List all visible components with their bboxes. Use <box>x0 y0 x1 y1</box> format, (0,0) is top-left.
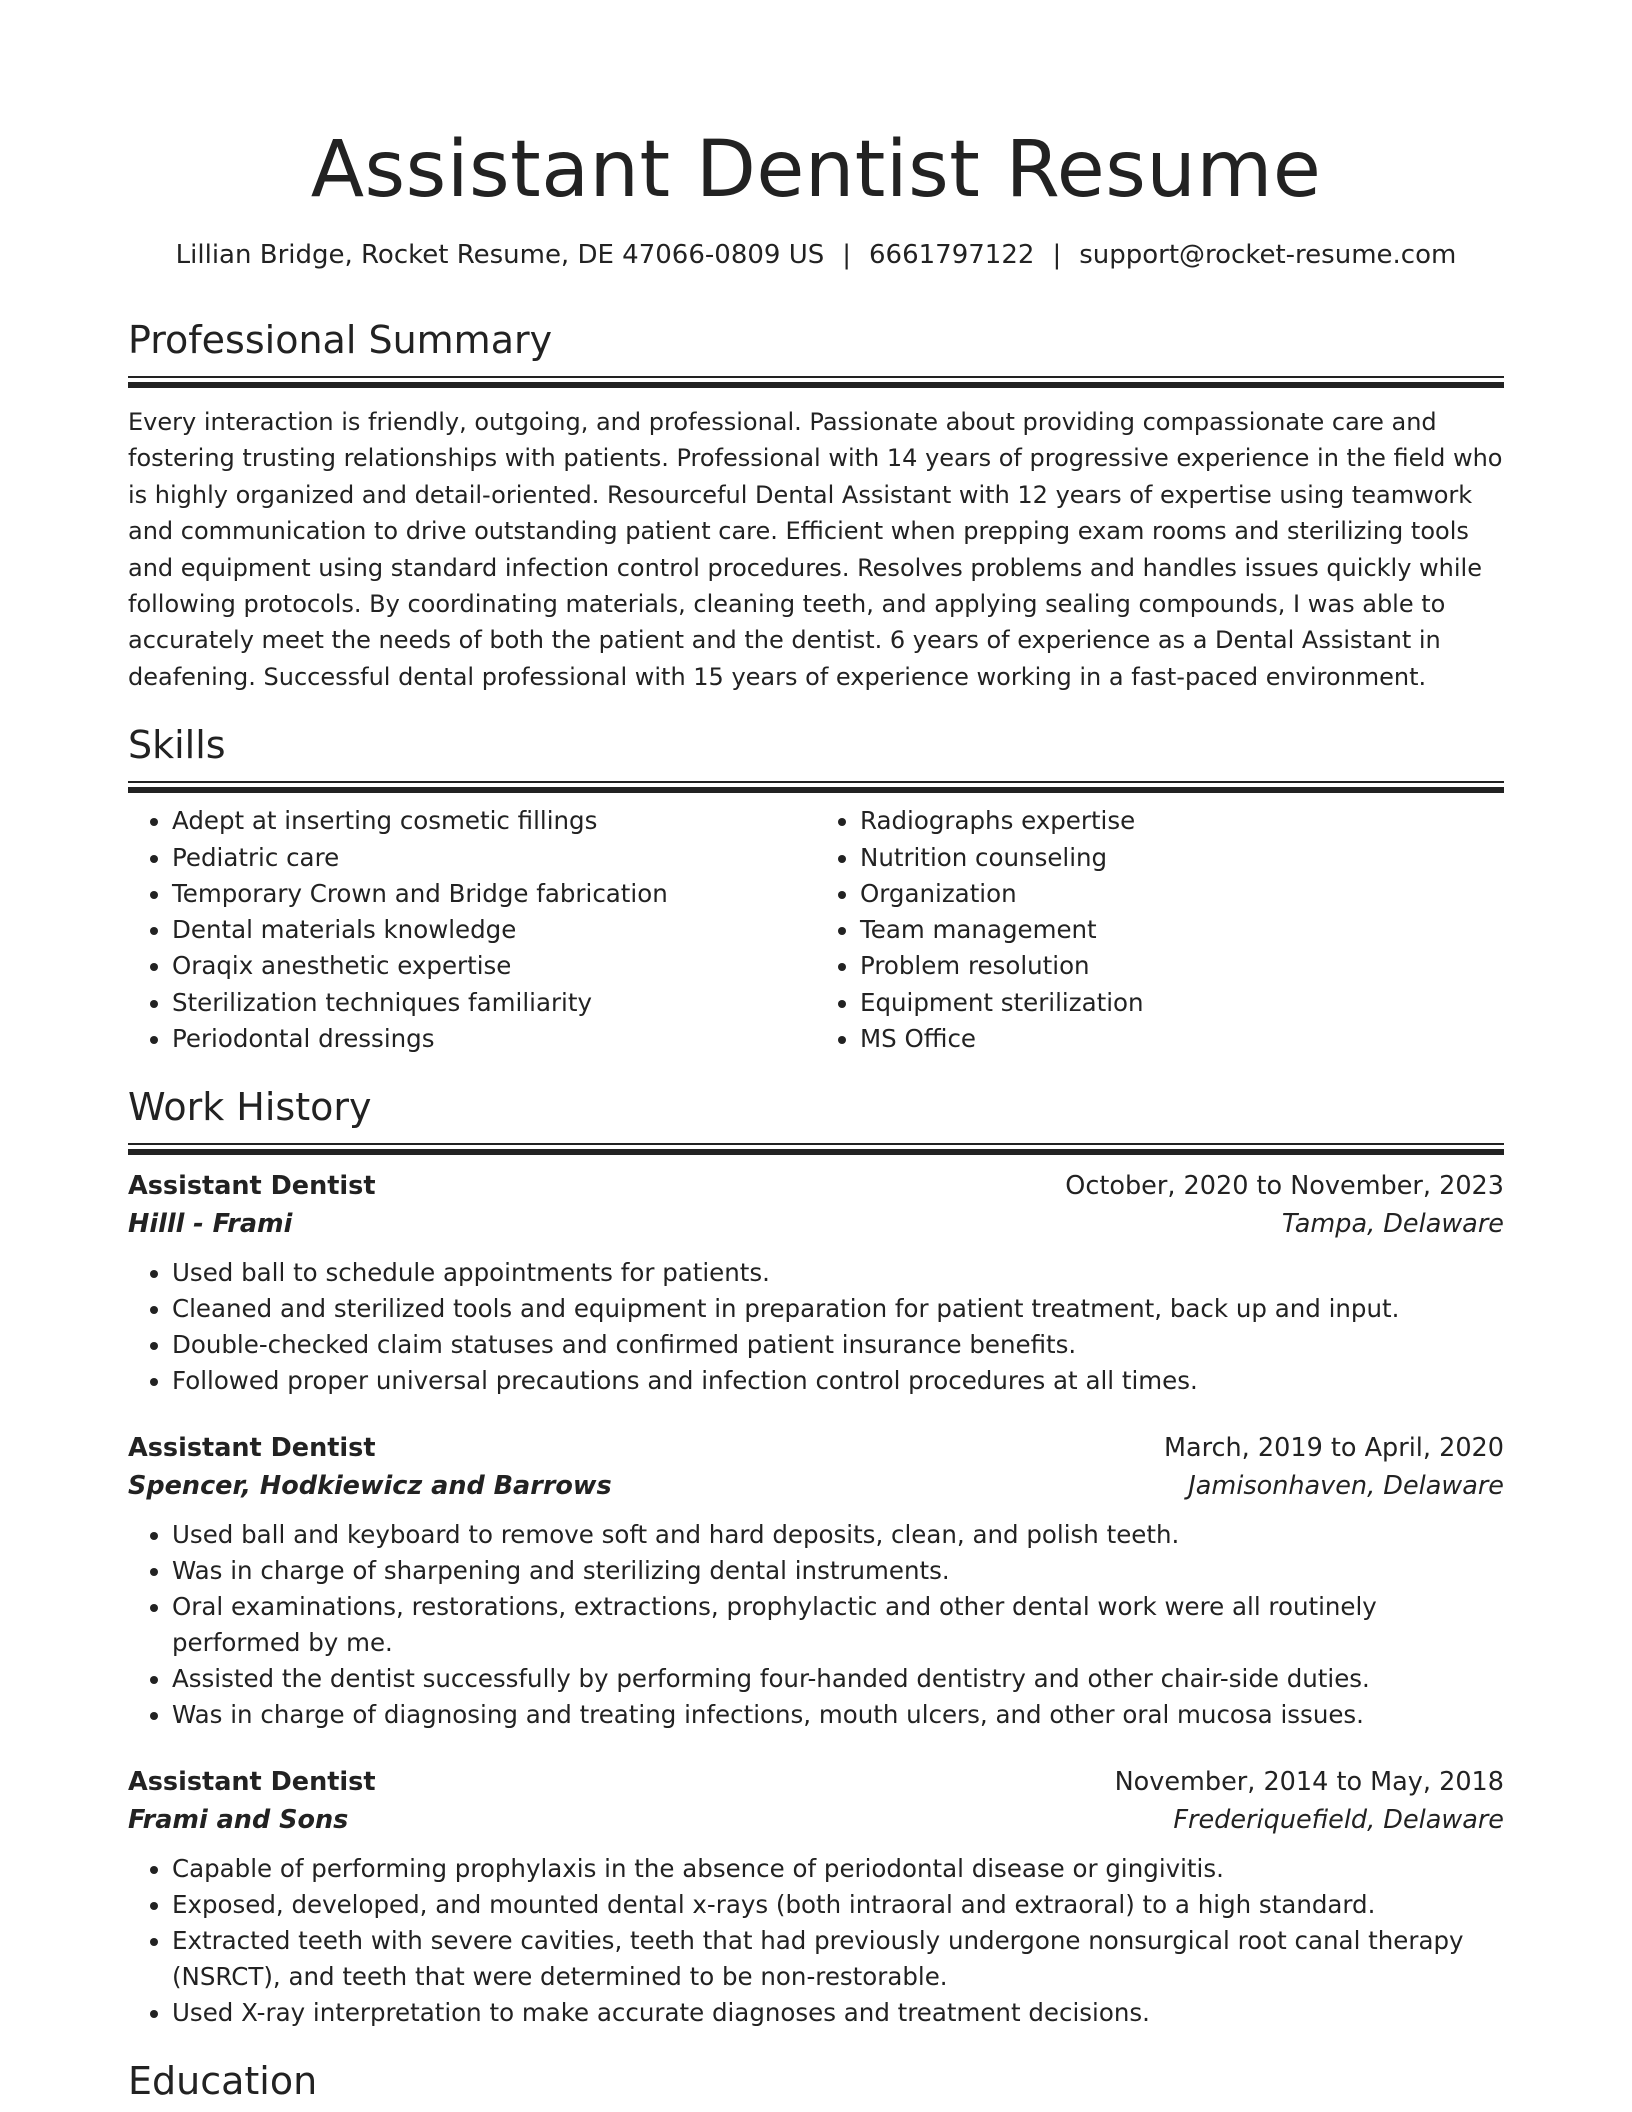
contact-email[interactable]: support@rocket-resume.com <box>1079 240 1457 270</box>
job-title: Assistant Dentist <box>128 1433 376 1464</box>
skills-section <box>128 721 1504 1057</box>
job-header <box>128 1763 1504 1801</box>
job-entry <box>128 1763 1504 2031</box>
job-bullet: • Extracted teeth with severe cavities, teeth that had previously undergone nonsurgical root canal therapy (NSRCT), and teeth that were determined to be non-restorable. <box>172 1923 1504 1995</box>
job-subheader <box>128 1467 1504 1505</box>
job-bullet: • Followed proper universal precautions and infection control procedures at all times. <box>172 1363 1504 1399</box>
contact-line <box>128 238 1504 272</box>
job-dates: November, 2014 to May, 2018 <box>1114 1767 1504 1798</box>
job-location: Frederiquefield, Delaware <box>1173 1805 1504 1836</box>
job-bullet: • Assisted the dentist successfully by performing four-handed dentistry and other chair-side duties. <box>172 1661 1504 1697</box>
job-bullet: • Was in charge of sharpening and sterilizing dental instruments. <box>172 1553 1504 1589</box>
job-dates: October, 2020 to November, 2023 <box>1065 1171 1504 1202</box>
section-divider <box>128 781 1504 791</box>
job-company: Frami and Sons <box>128 1805 349 1836</box>
skills-heading: Skills <box>128 723 226 768</box>
job-entry <box>128 1167 1504 1399</box>
job-entry <box>128 1429 1504 1733</box>
skill-item: • Adept at inserting cosmetic fillings <box>172 803 816 839</box>
skill-item: • Oraqix anesthetic expertise <box>172 948 816 984</box>
summary-heading: Professional Summary <box>128 318 553 362</box>
job-bullet: • Used ball to schedule appointments for patients. <box>172 1255 1504 1291</box>
work-section <box>128 1083 1504 2031</box>
job-subheader <box>128 1205 1504 1243</box>
job-bullet: • Double-checked claim statuses and confirmed patient insurance benefits. <box>172 1327 1504 1363</box>
skills-list-left <box>128 803 816 1057</box>
job-bullets <box>128 1255 1504 1399</box>
skill-item: • Equipment sterilization <box>860 985 1504 1021</box>
page-title: Assistant Dentist Resume <box>310 125 1322 215</box>
job-bullet: • Cleaned and sterilized tools and equipment in preparation for patient treatment, back up and input. <box>172 1291 1504 1327</box>
skill-item: • Temporary Crown and Bridge fabrication <box>172 876 816 912</box>
job-bullet: • Used X-ray interpretation to make accurate diagnoses and treatment decisions. <box>172 1995 1504 2031</box>
skills-list-right <box>816 803 1504 1057</box>
contact-separator: | <box>1052 240 1062 270</box>
skill-item: • Sterilization techniques familiarity <box>172 985 816 1021</box>
skills-columns <box>128 803 1504 1057</box>
work-heading: Work History <box>128 1085 372 1130</box>
job-bullet: • Capable of performing prophylaxis in the absence of periodontal disease or gingivitis. <box>172 1851 1504 1887</box>
contact-separator: | <box>842 240 852 270</box>
resume-page <box>128 0 1504 2105</box>
contact-address: Lillian Bridge, Rocket Resume, DE 47066-0809 US <box>175 240 825 270</box>
job-bullets <box>128 1851 1504 2031</box>
section-divider <box>128 1143 1504 1153</box>
job-bullet: • Oral examinations, restorations, extractions, prophylactic and other dental work were all routinely performed by me. <box>172 1589 1504 1661</box>
job-bullets <box>128 1517 1504 1733</box>
education-section <box>128 2057 1504 2105</box>
job-bullet: • Exposed, developed, and mounted dental x-rays (both intraoral and extraoral) to a high standard. <box>172 1887 1504 1923</box>
skill-item: • MS Office <box>860 1021 1504 1057</box>
skill-item: • Dental materials knowledge <box>172 912 816 948</box>
job-company: Spencer, Hodkiewicz and Barrows <box>128 1471 612 1502</box>
skill-item: • Radiographs expertise <box>860 803 1504 839</box>
job-subheader <box>128 1801 1504 1839</box>
summary-section <box>128 316 1504 695</box>
job-location: Tampa, Delaware <box>1281 1209 1504 1240</box>
contact-phone: 6661797122 <box>869 240 1035 270</box>
job-header <box>128 1167 1504 1205</box>
summary-text: Every interaction is friendly, outgoing, and professional. Passionate about providing compassionate care and fostering trusting relationships with patients. Professional with 14 years of progressive experience in the field who is highly organized and detail-oriented. Resourceful Dental Assistant with 12 years of expertise using teamwork and communication to drive outstanding patient care. Efficient when prepping exam rooms and sterilizing tools and equipment using standard infection control procedures. Resolves problems and handles issues quickly while following protocols. By coordinating materials, cleaning teeth, and applying sealing compounds, I was able to accurately meet the needs of both the patient and the dentist. 6 years of experience as a Dental Assistant in deafening. Successful dental professional with 15 years of experience working in a fast-paced environment. <box>128 408 1503 691</box>
section-divider <box>128 376 1504 386</box>
job-bullet: • Was in charge of diagnosing and treating infections, mouth ulcers, and other oral mucosa issues. <box>172 1697 1504 1733</box>
job-location: Jamisonhaven, Delaware <box>1188 1471 1504 1502</box>
skill-item: • Periodontal dressings <box>172 1021 816 1057</box>
skill-item: • Team management <box>860 912 1504 948</box>
job-header <box>128 1429 1504 1467</box>
job-title: Assistant Dentist <box>128 1767 376 1798</box>
job-company: Hilll - Frami <box>128 1209 293 1240</box>
job-bullet: • Used ball and keyboard to remove soft and hard deposits, clean, and polish teeth. <box>172 1517 1504 1553</box>
job-title: Assistant Dentist <box>128 1171 376 1202</box>
skill-item: • Organization <box>860 876 1504 912</box>
education-heading: Education <box>128 2059 318 2104</box>
job-dates: March, 2019 to April, 2020 <box>1163 1433 1504 1464</box>
skill-item: • Problem resolution <box>860 948 1504 984</box>
skill-item: • Nutrition counseling <box>860 840 1504 876</box>
skill-item: • Pediatric care <box>172 840 816 876</box>
